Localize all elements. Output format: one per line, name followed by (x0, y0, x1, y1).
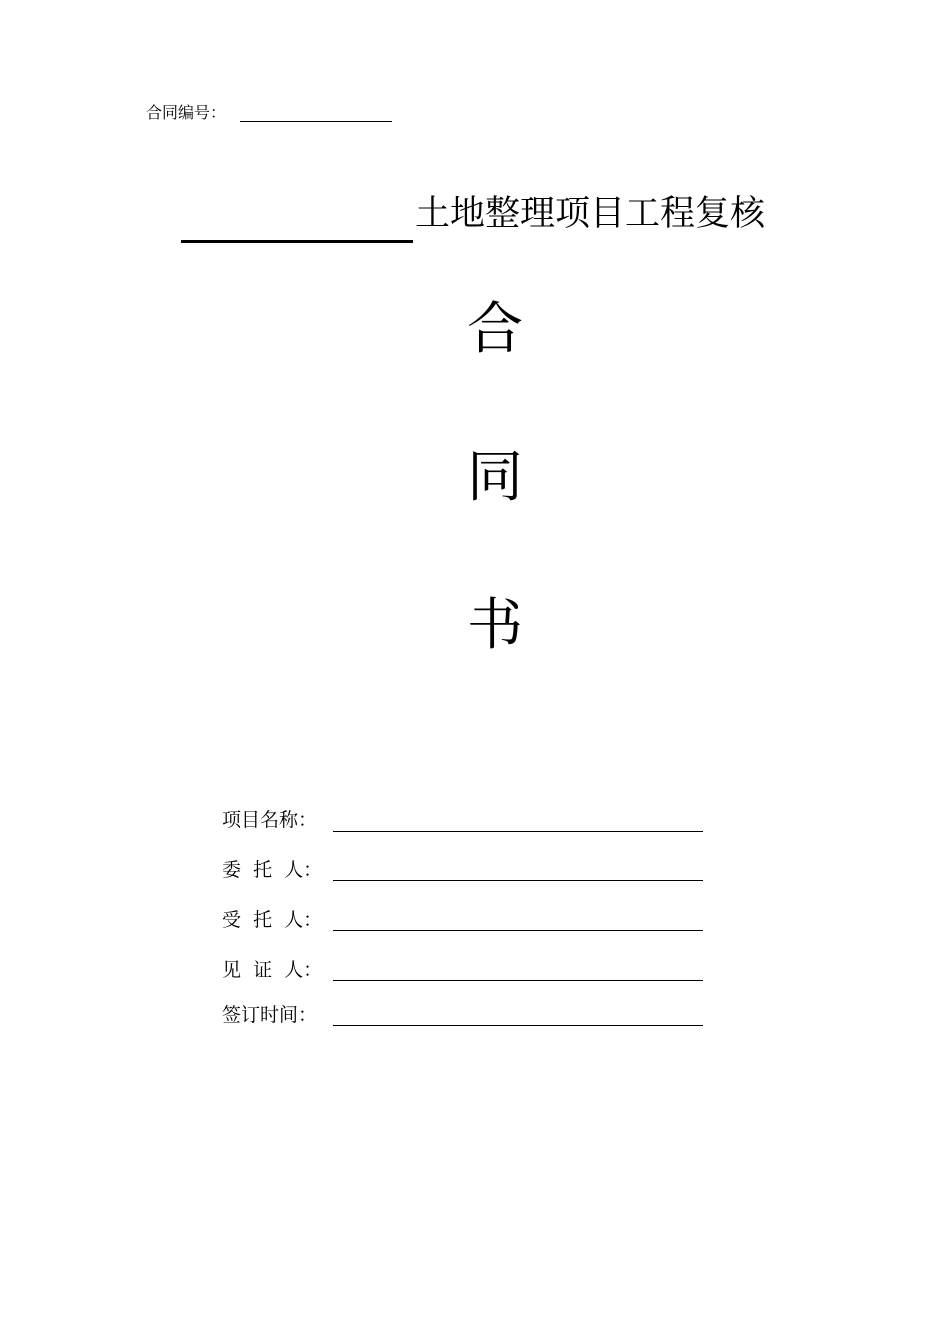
title-char-he: 合 (467, 297, 523, 362)
contractor-label: 受 托 人： (222, 909, 323, 931)
contractor-blank[interactable] (333, 930, 703, 931)
project-name-blank[interactable] (333, 831, 703, 832)
witness-label: 见 证 人： (222, 959, 323, 981)
title-char-shu: 书 (467, 593, 523, 658)
signing-date-label: 签订时间： (222, 1004, 318, 1026)
client-blank[interactable] (333, 880, 703, 881)
document-title: 土地整理项目工程复核 (415, 194, 766, 234)
contract-number-label: 合同编号： (146, 103, 227, 122)
title-prefix-blank[interactable] (181, 240, 413, 243)
contract-number-blank[interactable] (240, 121, 392, 122)
project-name-label: 项目名称： (222, 809, 318, 831)
title-char-tong: 同 (467, 445, 523, 510)
signing-date-blank[interactable] (333, 1025, 703, 1026)
client-label: 委 托 人： (222, 859, 323, 881)
witness-blank[interactable] (333, 980, 703, 981)
